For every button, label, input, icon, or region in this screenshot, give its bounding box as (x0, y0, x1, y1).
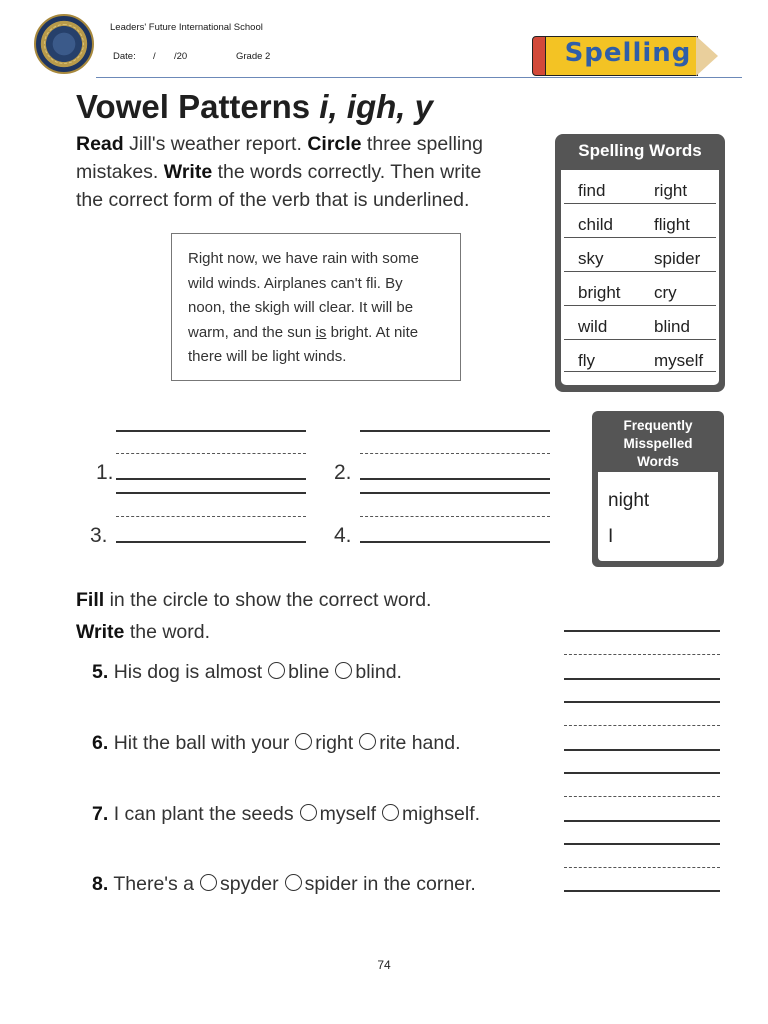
fill-text: the word. (124, 621, 211, 643)
instr-circle: Circle (307, 133, 362, 155)
answer-line-top[interactable] (564, 843, 720, 845)
option-circle[interactable] (285, 874, 302, 891)
option-circle[interactable] (295, 733, 312, 750)
answer-line-mid (564, 654, 720, 655)
instr-text: the words correctly. Then write (212, 161, 482, 183)
misspelled-title-line: Frequently (623, 418, 693, 433)
fill-instructions (76, 584, 431, 648)
question-text: Hit the ball with your (113, 732, 290, 754)
answer-line-4[interactable] (360, 541, 550, 543)
misspelled-title-line: Misspelled (623, 436, 693, 451)
answer-line-mid (564, 725, 720, 726)
answer-number: 4. (334, 524, 352, 547)
question-7 (92, 803, 480, 826)
instr-text: three spelling (361, 133, 483, 155)
word-rule (564, 203, 716, 204)
school-name: Leaders' Future International School (110, 22, 263, 33)
spelling-word: wild (578, 317, 608, 336)
spelling-badge-label: Spelling (564, 38, 692, 68)
spelling-word: myself (654, 351, 704, 370)
question-text: His dog is almost (113, 661, 263, 683)
answer-line-mid (116, 516, 306, 517)
report-text: bright. At nite (326, 323, 419, 341)
spelling-word: spider (654, 249, 701, 268)
spelling-word: fly (578, 351, 595, 370)
misspelled-word: night (608, 490, 650, 511)
question-6 (92, 732, 461, 755)
answer-line-top[interactable] (116, 492, 306, 494)
question-number: 5. (92, 661, 109, 683)
answer-line-6[interactable] (564, 749, 720, 751)
option-circle[interactable] (268, 662, 285, 679)
fill-bold: Write (76, 621, 125, 643)
report-line: Right now, we have rain with some (188, 250, 419, 267)
misspelled-word: I (608, 526, 614, 547)
question-text: I can plant the seeds (113, 803, 294, 825)
pencil-eraser (532, 36, 546, 76)
underlined-verb: is (315, 323, 327, 341)
question-8 (92, 873, 476, 896)
question-number: 7. (92, 803, 109, 825)
option-label: right (315, 732, 354, 754)
answer-line-mid (116, 453, 306, 454)
option-label: blind. (355, 661, 402, 683)
option-circle[interactable] (200, 874, 217, 891)
instr-text: the correct form of the verb that is underlined. (76, 189, 470, 211)
word-rule (564, 339, 716, 340)
question-tail: hand. (406, 732, 461, 754)
question-number: 8. (92, 873, 109, 895)
spelling-word: child (578, 215, 613, 234)
answer-line-mid (360, 516, 550, 517)
grade-label: Grade 2 (236, 51, 271, 62)
option-label: bline (288, 661, 330, 683)
report-line: noon, the skigh will clear. It will be (188, 299, 414, 316)
answer-line-mid (564, 796, 720, 797)
spelling-word: flight (654, 215, 690, 234)
answer-line-top[interactable] (360, 430, 550, 432)
option-circle[interactable] (300, 804, 317, 821)
option-label: myself (319, 803, 376, 825)
spelling-word: sky (578, 249, 604, 268)
option-circle[interactable] (335, 662, 352, 679)
answer-line-5[interactable] (564, 678, 720, 680)
date-label: Date: (113, 51, 136, 62)
instr-text: Jill's weather report. (123, 133, 308, 155)
word-rule (564, 371, 716, 372)
option-label: mighself. (402, 803, 481, 825)
report-line (188, 321, 444, 346)
misspelled-words-list (598, 472, 718, 561)
answer-number: 3. (90, 524, 108, 547)
instructions (76, 130, 550, 214)
instr-text: mistakes. (76, 161, 164, 183)
page-number: 74 (377, 958, 391, 972)
answer-line-top[interactable] (116, 430, 306, 432)
option-label: rite (379, 732, 407, 754)
spelling-word: blind (654, 317, 690, 336)
answer-line-8[interactable] (564, 890, 720, 892)
pencil-tip-icon (696, 36, 718, 76)
answer-line-top[interactable] (360, 492, 550, 494)
spelling-word: find (578, 181, 606, 200)
instr-read: Read (76, 133, 124, 155)
answer-line-7[interactable] (564, 820, 720, 822)
question-text: There's a (113, 873, 195, 895)
question-tail: in the corner. (357, 873, 476, 895)
title-patterns: i, igh, y (319, 88, 433, 125)
fill-bold: Fill (76, 589, 105, 611)
answer-line-top[interactable] (564, 630, 720, 632)
question-5 (92, 661, 402, 684)
misspelled-title-line: Words (637, 454, 679, 469)
spelling-word: right (654, 181, 688, 200)
word-rule (564, 271, 716, 272)
report-text: warm, and the sun (188, 323, 316, 341)
answer-line-mid (564, 867, 720, 868)
instr-write: Write (163, 161, 213, 183)
date-year: /20 (174, 51, 188, 62)
answer-number: 1. (96, 461, 114, 484)
answer-line-top[interactable] (564, 701, 720, 703)
weather-report-box (171, 233, 461, 381)
word-rule (564, 237, 716, 238)
answer-line-2[interactable] (360, 478, 550, 480)
spelling-words-title: Spelling Words (578, 141, 702, 160)
answer-line-3[interactable] (116, 541, 306, 543)
question-number: 6. (92, 732, 109, 754)
option-circle[interactable] (359, 733, 376, 750)
report-line: wild winds. Airplanes can't fli. By (188, 274, 403, 292)
answer-number: 2. (334, 461, 352, 484)
spelling-word: cry (654, 283, 677, 302)
answer-line-top[interactable] (564, 772, 720, 774)
page-title (76, 88, 433, 126)
title-main: Vowel Patterns (76, 88, 320, 125)
answer-line-1[interactable] (116, 478, 306, 480)
spelling-word: bright (578, 283, 621, 302)
report-line: there will be light winds. (188, 348, 347, 365)
option-label: spider (304, 873, 358, 895)
answer-line-mid (360, 453, 550, 454)
header-divider (96, 77, 742, 78)
word-rule (564, 305, 716, 306)
misspelled-words-title (592, 417, 724, 471)
date-slash: / (153, 51, 156, 62)
option-label: spyder (220, 873, 279, 895)
option-circle[interactable] (382, 804, 399, 821)
school-logo-ring (44, 24, 84, 64)
fill-text: in the circle to show the correct word. (104, 589, 432, 611)
